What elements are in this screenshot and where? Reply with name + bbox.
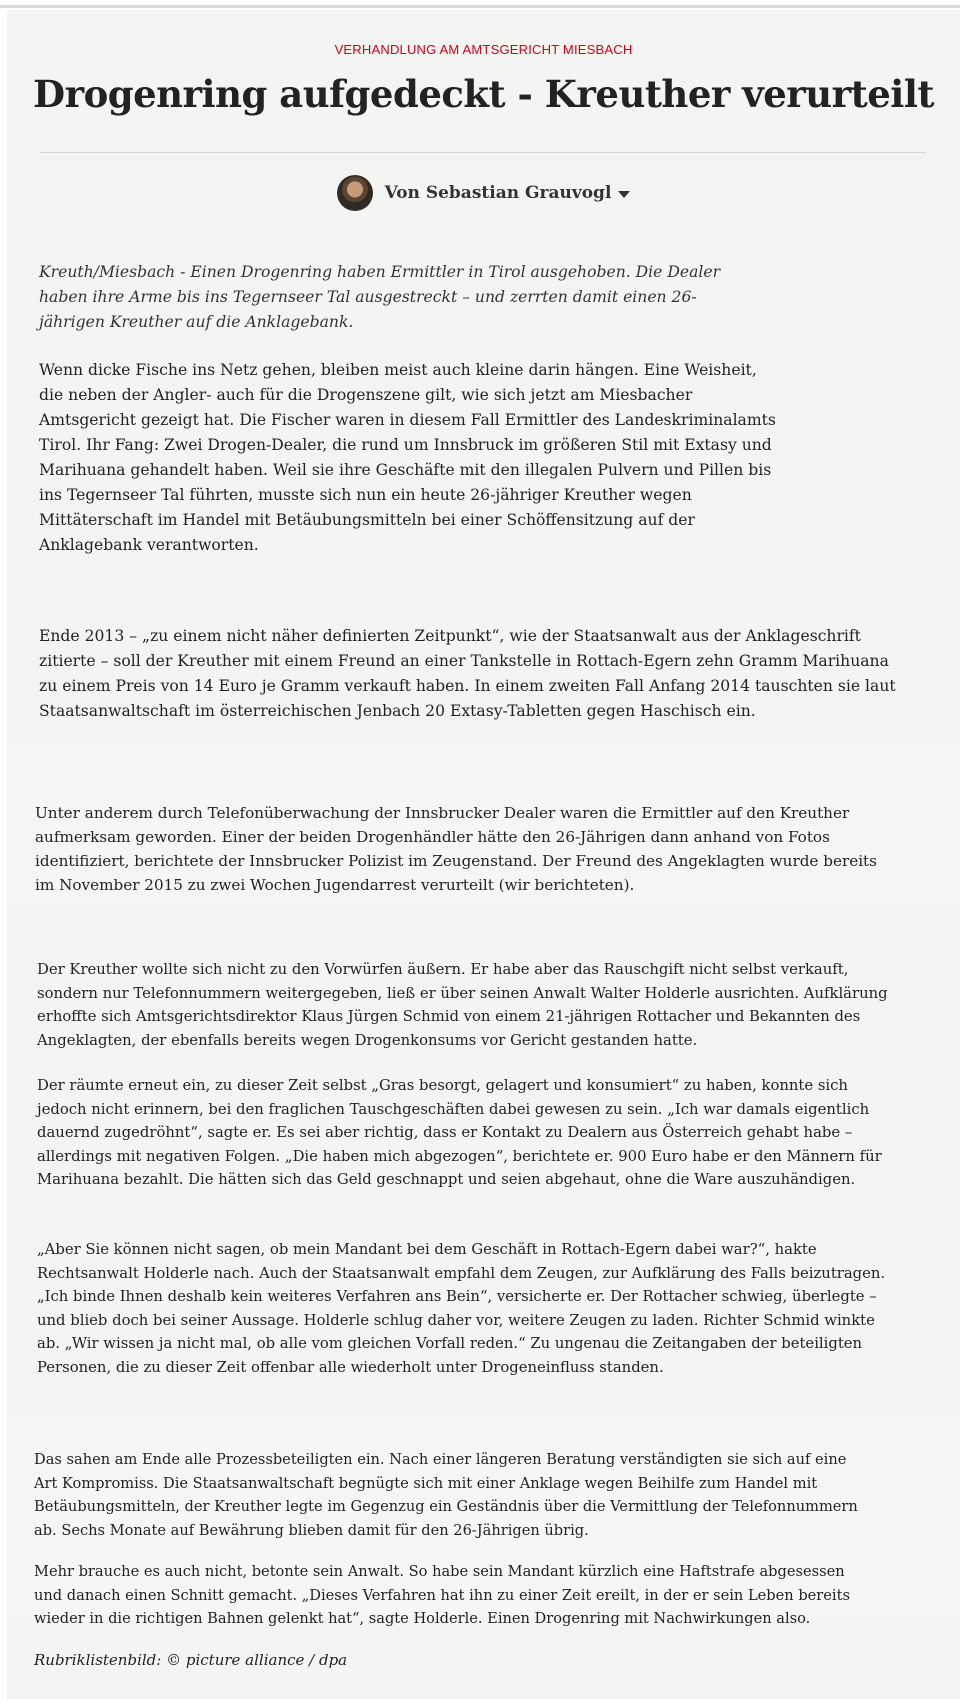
chevron-down-icon[interactable] <box>618 191 630 198</box>
article-paragraph <box>34 1560 854 1631</box>
top-border <box>0 5 960 8</box>
paragraph-text: Mehr brauche es auch nicht, betonte sein Anwalt. So habe sein Mandant kürzlich eine Haftstrafe abgesessen und danach einen Schnitt gemacht. „Dieses Verfahren hat ihn zu einer Zeit ereilt, in der er sein Leben bereits wieder in die richtigen Bahnen gelenkt hat“, sagte Holderle. Einen Drogenring mit Nachwirkungen also. <box>34 1563 850 1627</box>
paragraph-text: Der Kreuther wollte sich nicht zu den Vorwürfen äußern. Er habe aber das Rauschgift nicht selbst verkauft, sondern nur Telefonnummern weitergegeben, ließ er über seinen Anwalt Walter Holderle ausrichten. Aufklärung erhoffte sich Amtsgerichtsdirektor Klaus Jürgen Schmid von einem 21-jährigen Rottacher und Bekannten des Angeklagten, der ebenfalls bereits wegen Drogenkonsums vor Gericht gestanden hatte. <box>37 961 888 1049</box>
article-paragraph <box>39 624 899 724</box>
article-page <box>7 10 960 1699</box>
paragraph-text: Ende 2013 – „zu einem nicht näher definierten Zeitpunkt“, wie der Staatsanwalt aus der Anklageschrift zitierte – soll der Kreuther mit einem Freund an einer Tankstelle in Rottach-Egern zehn Gramm Marihuana zu einem Preis von 14 Euro je Gramm verkauft haben. In einem zweiten Fall Anfang 2014 tauschten sie laut Staatsanwaltschaft im österreichischen Jenbach 20 Extasy-Tabletten gegen Haschisch ein. <box>39 627 896 720</box>
image-credit <box>34 1648 734 1673</box>
article-title: Drogenring aufgedeckt - Kreuther verurteilt <box>32 72 935 116</box>
article-paragraph <box>35 801 895 897</box>
article-paragraph <box>39 358 779 558</box>
author-avatar[interactable] <box>337 175 373 211</box>
author-name[interactable]: Von Sebastian Grauvogl <box>384 183 612 203</box>
paragraph-text: Wenn dicke Fische ins Netz gehen, bleiben meist auch kleine darin hängen. Eine Weisheit, die neben der Angler- auch für die Drogenszene gilt, wie sich jetzt am Miesbacher Amtsgericht gezeigt hat. Die Fischer waren in diesem Fall Ermittler des Landeskriminalamts Tirol. Ihr Fang: Zwei Drogen-Dealer, die rund um Innsbruck im größeren Stil mit Extasy und Marihuana gehandelt haben. Weil sie ihre Geschäfte mit den illegalen Pulvern und Pillen bis ins Tegernseer Tal führten, musste sich nun ein heute 26-jähriger Kreuther wegen Mittäterschaft im Handel mit Betäubungsmitteln bei einer Schöffensitzung auf der Anklagebank verantworten. <box>39 361 776 554</box>
paragraph-text: Unter anderem durch Telefonüberwachung der Innsbrucker Dealer waren die Ermittler auf den Kreuther aufmerksam geworden. Einer der beiden Drogenhändler hätte den 26-Jährigen dann anhand von Fotos identifiziert, berichtete der Innsbrucker Polizist im Zeugenstand. Der Freund des Angeklagten wurde bereits im November 2015 zu zwei Wochen Jugendarrest verurteilt (wir berichteten). <box>35 804 877 894</box>
article-kicker: VERHANDLUNG AM AMTSGERICHT MIESBACH <box>334 42 633 57</box>
paragraph-text: Das sahen am Ende alle Prozessbeteiligten ein. Nach einer längeren Beratung verständigten sie sich auf eine Art Kompromiss. Die Staatsanwaltschaft begnügte sich mit einer Anklage wegen Beihilfe zum Handel mit Betäubungsmitteln, der Kreuther legte im Gegenzug ein Geständnis über die Vermittlung der Telefonnummern ab. Sechs Monate auf Bewährung blieben damit für den 26-Jährigen übrig. <box>34 1451 858 1539</box>
paragraph-text: „Aber Sie können nicht sagen, ob mein Mandant bei dem Geschäft in Rottach-Egern dabei war?“, hakte Rechtsanwalt Holderle nach. Auch der Staatsanwalt empfahl dem Zeugen, zur Aufklärung des Falls beizutragen. „Ich binde Ihnen deshalb kein weiteres Verfahren ans Bein“, versicherte er. Der Rottacher schwieg, überlegte – und blieb doch bei seiner Aussage. Holderle schlug daher vor, weitere Zeugen zu laden. Richter Schmid winkte ab. „Wir wissen ja nicht mal, ob alle vom gleichen Vorfall reden.“ Zu ungenau die Zeitangaben der beteiligten Personen, die zu dieser Zeit offenbar alle wiederholt unter Drogeneinfluss standen. <box>37 1241 886 1376</box>
article-paragraph <box>37 1238 897 1379</box>
header-divider <box>40 152 926 153</box>
byline[interactable] <box>7 175 960 211</box>
paragraph-text: Der räumte erneut ein, zu dieser Zeit selbst „Gras besorgt, gelagert und konsumiert“ zu haben, konnte sich jedoch nicht erinnern, bei den fraglichen Tauschgeschäften dabei gewesen zu sein. „Ich war damals eigentlich dauernd zugedröhnt“, sagte er. Es sei aber richtig, dass er Kontakt zu Dealern aus Österreich gehabt habe – allerdings mit negativen Folgen. „Die haben mich abgezogen“, berichtete er. 900 Euro habe er den Männern für Marihuana bezahlt. Die hätten sich das Geld geschnappt und seien abgehaut, ohne die Ware auszuhändigen. <box>37 1077 882 1188</box>
article-paragraph <box>37 1074 897 1192</box>
article-paragraph <box>34 1448 859 1542</box>
article-lead <box>39 260 729 335</box>
credit-text: Rubriklistenbild: © picture alliance / dpa <box>34 1651 348 1669</box>
article-paragraph <box>37 958 897 1052</box>
lead-text: Kreuth/Miesbach - Einen Drogenring haben Ermittler in Tirol ausgehoben. Die Dealer haben ihre Arme bis ins Tegernseer Tal ausgestreckt – und zerrten damit einen 26-jährigen Kreuther auf die Anklagebank. <box>39 263 721 331</box>
